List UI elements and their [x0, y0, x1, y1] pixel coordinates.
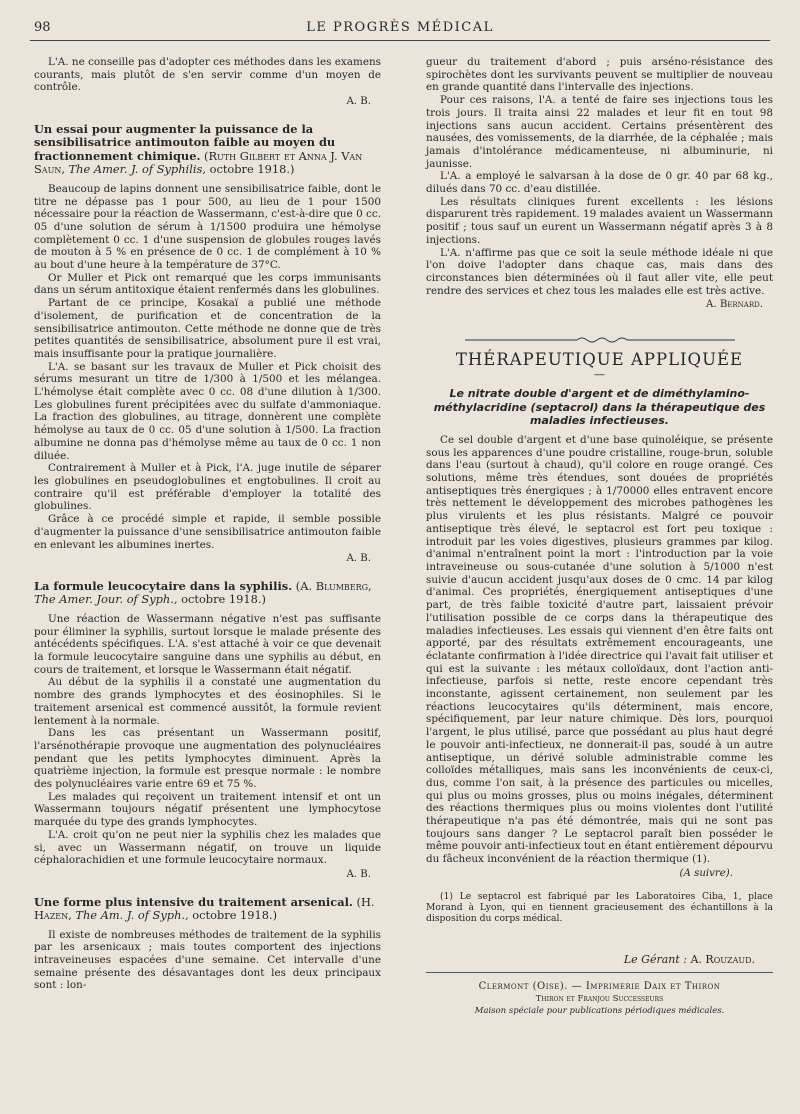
article1-heading — [34, 123, 381, 177]
article4-paragraph: Ce sel double d'argent et d'une base quinoléique, se présente sous les apparences d'une poudre cristalline, rouge-brun, soluble dans l'eau (surtout à chaud), qu'il colore en rouge orangé. Ces solutions, même très étendues, sont douées de propriétés antiseptiques très énergiques ; à 1/70000 elles entravent encore très nettement le développement des microbes pathogènes les plus virulents et les plus résistants. Malgré ce pouvoir antiseptique très élevé, le septacrol est fort peu toxique : introduit par les voies digestives, plusieurs grammes par kilog. d'animal n'entraînent point la mort : l'introduction par la voie intraveineuse ou sous-cutanée d'une solution à 5/1000 n'est suivie d'aucun accident jusqu'aux doses de 0 cmc. 14 par kilog d'animal. Ces propriétés, énergiquement antiseptiques d'une part, de très faible toxicité d'autre part, laissaient prévoir l'utilisation possible de ce corps dans la thérapeutique des maladies infectieuses. Les essais qui viennent d'en être faits ont apporté, par des résultats extrêmement encourageants, une éclatante confirmation à l'idée directrice qui l'avait fait utiliser et qui est la suivante : les métaux colloïdaux, dont l'action anti-infectieuse, parfois si nette, reste encore cependant très inconstante, agissent certainement, non seulement par les réactions leucocytaires qu'ils déterminent, mais encore, spécifiquement, par leur nature chimique. Dès lors, pourquoi l'argent, le plus utilisé, parce que possédant au plus haut degré le pouvoir anti-infectieux, ne donnerait-il pas, soudé à un autre antiseptique, un dérivé soluble administrable comme les colloïdes métalliques, mais sans les inconvénients de ceux-ci, dus, comme l'on sait, à la présence des particules ou micelles, qui plus ou moins grosses, plus ou moins inégales, déterminent des réactions thermiques plus ou moins violentes dont l'utilité thérapeutique n'a pas été démontrée, mais qui ne sont pas toujours sans danger ? Le septacrol paraît bien posséder le même pouvoir anti-infectieux tout en étant entièrement dépourvu du fâcheux inconvénient de la réaction thermique (1). — [426, 433, 773, 866]
article2-paragraph: Une réaction de Wassermann négative n'est pas suffisante pour éliminer la syphilis, surtout lorsque le malade présente des antécédents spécifiques. L'A. s'est attaché à voir ce que devenait la formule leucocytaire sanguine dans une syphilis au début, en cours de traitement, et lorsque le Wassermann était négatif. — [34, 612, 381, 676]
continuation-paragraph: L'A. a employé le salvarsan à la dose de 0 gr. 40 par 68 kg., dilués dans 70 cc. d'eau distillée. — [426, 170, 773, 196]
article1-paragraph: Grâce à ce procédé simple et rapide, il semble possible d'augmenter la puissance d'une sensibilisatrice antimouton faible en enlevant les albumines inertes. — [34, 513, 381, 551]
imprint-successors: Thiron et Franjou Successeurs — [535, 994, 664, 1005]
article3-heading — [34, 896, 381, 923]
imprint-rule — [426, 972, 773, 973]
article1-journal: The Amer. J. of Syphilis, — [68, 162, 206, 177]
article1-paragraph: Contrairement à Muller et à Pick, l'A. juge inutile de séparer les globulines en pseudoglobulines et engtobulines. Il croit au contraire qu'il est préférable d'employer la totalité des globulines. — [34, 462, 381, 513]
section-dash: — — [594, 367, 605, 381]
ornamental-separator — [465, 336, 735, 344]
article2-paragraph: Les malades qui reçoivent un traitement intensif et ont un Wassermann toujours négatif présentent une lymphocytose marquée du type des grands lymphocytes. — [34, 790, 381, 829]
article2-paragraph: Dans les cas présentant un Wassermann positif, l'arsénothérapie provoque une augmentation des polynucléaires pendant que les petits lymphocytes diminuent. Après la quatrième injection, la formule est presque normale : le nombre des polynucléaires varie entre 69 et 75 %. — [34, 727, 381, 791]
gerant-name: A. Rouzaud. — [690, 952, 755, 966]
journal-title: LE PROGRÈS MÉDICAL — [306, 20, 494, 35]
article1-paragraph: L'A. se basant sur les travaux de Muller et Pick choisit des sérums mesurant un titre de 1/300 à 1/500 et les mélangea. L'hémolyse était complète avec 0 cc. 08 d'une dilution à 1/300. Les globulines furent précipitées avec du sulfate d'ammoniaque. La fraction des globulines, au titrage, donnèrent une complète hémolyse au taux de 0 cc. 05 d'une solution à 1/500. La fraction albumine ne donna pas d'hémolyse même au taux de 0 cc. 1 non diluée. — [34, 360, 381, 462]
article1-authors: (Ruth Gilbert et Anna J. Van Saun, — [34, 148, 363, 177]
article2-date: octobre 1918.) — [181, 592, 266, 607]
article2-authors: (A. Blumberg, — [295, 578, 372, 593]
intro-signature: A. B. — [346, 96, 371, 108]
continuation-paragraph: Les résultats cliniques furent excellents : les lésions disparurent très rapidement. 19 malades avaient un Wassermann positif ; tous sauf un eurent un Wassermann négatif après 3 à 8 injections. — [426, 195, 773, 246]
article1-paragraph: Partant de ce principe, Kosakaï a publié une méthode d'isolement, de purification et de concentration de la sensibilisatrice antimouton. Cette méthode ne donne que de très petites quantités de sensibilisatrice, absolument pure il est vrai, mais insuffisante pour la pratique journalière. — [34, 297, 381, 360]
continuation-paragraph: gueur du traitement d'abord ; puis arséno-résistance des spirochètes dont les survivants peuvent se multiplier de nouveau en grande quantité dans l'intervalle des injections. — [426, 56, 773, 94]
imprint-printer: Clermont (Oise). — Imprimerie Daix et Thiron — [478, 981, 721, 993]
header-rule — [30, 40, 770, 41]
gerant-line — [426, 954, 755, 967]
continuation-paragraph: Pour ces raisons, l'A. a tenté de faire ses injections tous les trois jours. Il traita ainsi 22 malades et leur fit en tout 98 injections sans aucun accident. Certains présentèrent des nausées, des vomissements, de la diarrhée, de la céphalée ; mais jamais d'intolérance médicamenteuse, ni albuminurie, ni jaunisse. — [426, 94, 773, 170]
imprint — [426, 981, 773, 1017]
article2-paragraph: Au début de la syphilis il a constaté une augmentation du nombre des grands lymphocytes et des éosinophiles. Si le traitement arsenical est commencé aussitôt, la formule revient lentement à la normale. — [34, 676, 381, 727]
article2-signature: A. B. — [346, 868, 371, 880]
intro-paragraph: L'A. ne conseille pas d'adopter ces méthodes dans les examens courants, mais plutôt de s'en servir comme d'un moyen de contrôle. — [34, 56, 381, 94]
article2-title: La formule leucocytaire dans la syphilis. — [34, 578, 293, 593]
footnote: (1) Le septacrol est fabriqué par les Laboratoires Ciba, 1, place Morand à Lyon, qui en tiennent gracieusement des échantillons à la disposition du corps médical. — [426, 890, 773, 924]
article3-title: Une forme plus intensive du traitement arsenical. — [34, 894, 353, 909]
article1-signature: A. B. — [346, 553, 371, 565]
article1-date: octobre 1918.) — [209, 162, 295, 177]
article4-title: Le nitrate double d'argent et de diméthylamino-méthylacridine (septacrol) dans la thérapeutique des maladies infectieuses. — [433, 387, 766, 428]
continuation-signature: A. Bernard. — [705, 299, 763, 311]
article3-authors: (H. Hazen, — [34, 894, 375, 923]
article2-paragraph: L'A. croit qu'on ne peut nier la syphilis chez les malades que si, avec un Wassermann négatif, on trouve un liquide céphalorachidien et une formule leucocytaire normaux. — [34, 828, 381, 867]
article2-journal: The Amer. Jour. of Syph., — [34, 592, 178, 607]
page-number: 98 — [34, 20, 51, 35]
article3-date: octobre 1918.) — [192, 908, 278, 923]
article3-journal: The Am. J. of Syph., — [75, 908, 189, 923]
left-column — [34, 56, 381, 992]
continuation-paragraph: L'A. n'affirme pas que ce soit la seule méthode idéale ni que l'on doive l'adopter dans chaque cas, mais dans des circonstances bien déterminées où il faut aller vite, elle peut rendre des services et chez tous les malades elle est très active. — [426, 246, 773, 297]
gerant-label: Le Gérant : — [623, 952, 687, 966]
imprint-specialty: Maison spéciale pour publications périodiques médicales. — [474, 1006, 725, 1017]
article1-paragraph: Or Muller et Pick ont remarqué que les corps immunisants dans un sérum antitoxique étaient renfermés dans les globulines. — [34, 271, 381, 297]
section-title: THÉRAPEUTIQUE APPLIQUÉE — [455, 350, 744, 370]
article1-paragraph: Beaucoup de lapins donnent une sensibilisatrice faible, dont le titre ne dépasse pas 1 pour 500, au lieu de 1 pour 1500 nécessaire pour la réaction de Wassermann, c'est-à-dire que 0 cc. 05 d'une solution de sérum à 1/1500 produira une hémolyse complètement 0 cc. 1 d'une suspension de globules rouges lavés de mouton à 5 % en présence de 0 cc. 1 de complément à 10 % au bout d'une heure à la température de 37°C. — [34, 182, 381, 272]
article1-title: Un essai pour augmenter la puissance de la sensibilisatrice antimouton faible au moyen du fractionnement chimique. — [34, 121, 336, 163]
article2-heading — [34, 580, 381, 607]
article3-paragraph: Il existe de nombreuses méthodes de traitement de la syphilis par les arsenicaux ; mais toutes comportent des injections intraveineuses espacées d'une semaine. Cet intervalle d'une semaine présente des désavantages dont les deux principaux sont : lon- — [34, 928, 381, 992]
to-follow-note: (A suivre). — [679, 867, 733, 879]
right-column — [426, 56, 773, 1017]
